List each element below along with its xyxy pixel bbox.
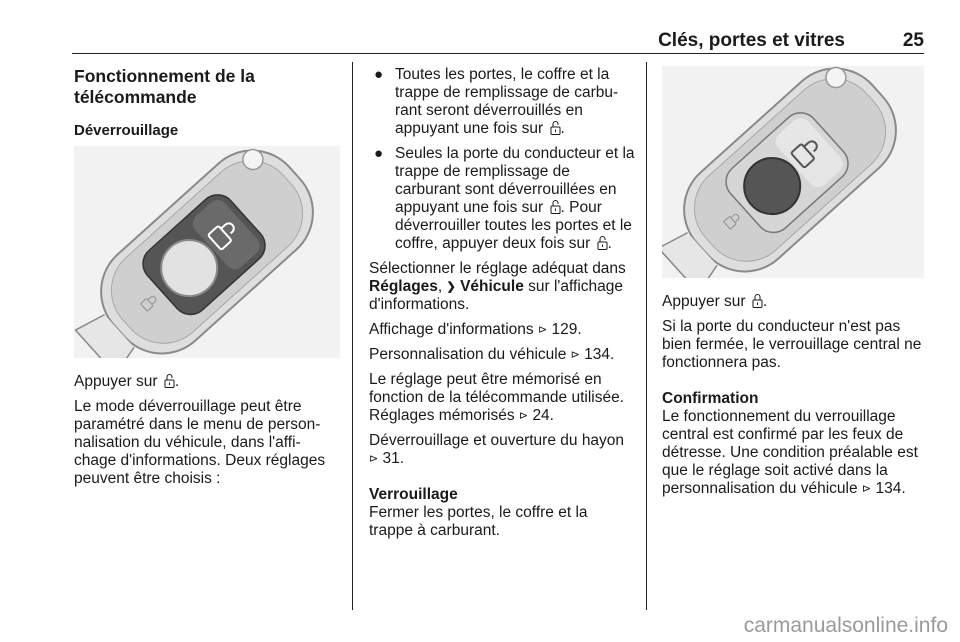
- key-fob-unlock-image: [74, 146, 340, 358]
- subheading-unlock: Déverrouillage: [74, 122, 179, 139]
- press-instruction: Appuyer sur .: [662, 293, 768, 310]
- memorized-settings-paragraph: Le réglage peut être mémorisé en fonction de la télécommande utilisée. Réglages mémorisés ⊳ 24.: [369, 371, 625, 424]
- unlock-icon: [597, 235, 608, 250]
- header-rule: [72, 53, 924, 54]
- press-instruction: Appuyer sur .: [74, 373, 180, 390]
- subheading-confirmation: Confirmation: [662, 390, 759, 407]
- section-heading: Fonctionnement de la télécommande: [74, 66, 255, 107]
- subheading-lock: Verrouillage: [369, 486, 458, 503]
- column-1-body: [74, 373, 340, 488]
- cross-reference: Affichage d'informations ⊳ 129.: [369, 321, 582, 338]
- key-fob-illustration-lock: [662, 66, 924, 278]
- menu-vehicle: Véhicule: [460, 278, 524, 295]
- ref-arrow-icon: ⊳: [369, 453, 379, 465]
- page-number: 25: [902, 30, 924, 51]
- bullet-item: ● Toutes les portes, le coffre et la trappe de remplissage de carbu-rant seront déverrouillés en appuyant une fois sur .: [374, 66, 619, 137]
- menu-settings: Réglages: [369, 278, 438, 295]
- ref-arrow-icon: ⊳: [861, 483, 872, 495]
- settings-paragraph: Sélectionner le réglage adéquat dans Réglages, ❯ Véhicule sur l'affichage d'informations.: [369, 260, 626, 313]
- key-fob-lock-image: [662, 66, 924, 278]
- unlock-icon: [164, 373, 175, 388]
- bullet-item: ● Seules la porte du conducteur et la trappe de remplissage de carburant sont déverrouillées en appuyant une fois sur . Pour déverrouiller toutes les portes et le coffre, appuyer deux fois sur .: [374, 145, 635, 252]
- watermark: carmanualsonline.info: [743, 614, 948, 637]
- bullet-dot: ●: [374, 66, 384, 83]
- confirmation-paragraph: Le fonctionnement du verrouillage central est confirmé par les feux de détresse. Une condition préalable est que le réglage soit activé dans la personnalisation du véhicule ⊳ 134.: [662, 408, 918, 497]
- column-1: [74, 66, 340, 140]
- section-title: Clés, portes et vitres: [658, 30, 845, 51]
- unlock-icon: [550, 120, 561, 135]
- menu-arrow-icon: ❯: [446, 281, 456, 293]
- ref-arrow-icon: ⊳: [518, 410, 529, 422]
- lock-paragraph: Fermer les portes, le coffre et la trappe à carburant.: [369, 504, 588, 539]
- cross-reference: Personnalisation du véhicule ⊳ 134.: [369, 346, 615, 363]
- ref-arrow-icon: ⊳: [570, 349, 580, 361]
- bullet-dot: ●: [374, 145, 384, 162]
- column-3-body: [662, 293, 928, 498]
- lock-icon: [752, 293, 763, 308]
- column-2: [369, 66, 635, 540]
- page-header: [72, 28, 924, 54]
- unlock-mode-paragraph: Le mode déverrouillage peut être paramétré dans le menu de person-nalisation du véhicule, dans l'affi-chage d'informations. Deux réglages peuvent être choisis :: [74, 398, 326, 487]
- ref-arrow-icon: ⊳: [537, 324, 548, 336]
- column-divider: [646, 62, 647, 610]
- unlock-icon: [550, 199, 561, 214]
- cross-reference: Déverrouillage et ouverture du hayon ⊳ 31.: [369, 432, 625, 467]
- key-fob-illustration-unlock: [74, 146, 340, 358]
- driver-door-paragraph: Si la porte du conducteur n'est pas bien fermée, le verrouillage central ne fonctionnera pas.: [662, 318, 922, 371]
- column-divider: [352, 62, 353, 610]
